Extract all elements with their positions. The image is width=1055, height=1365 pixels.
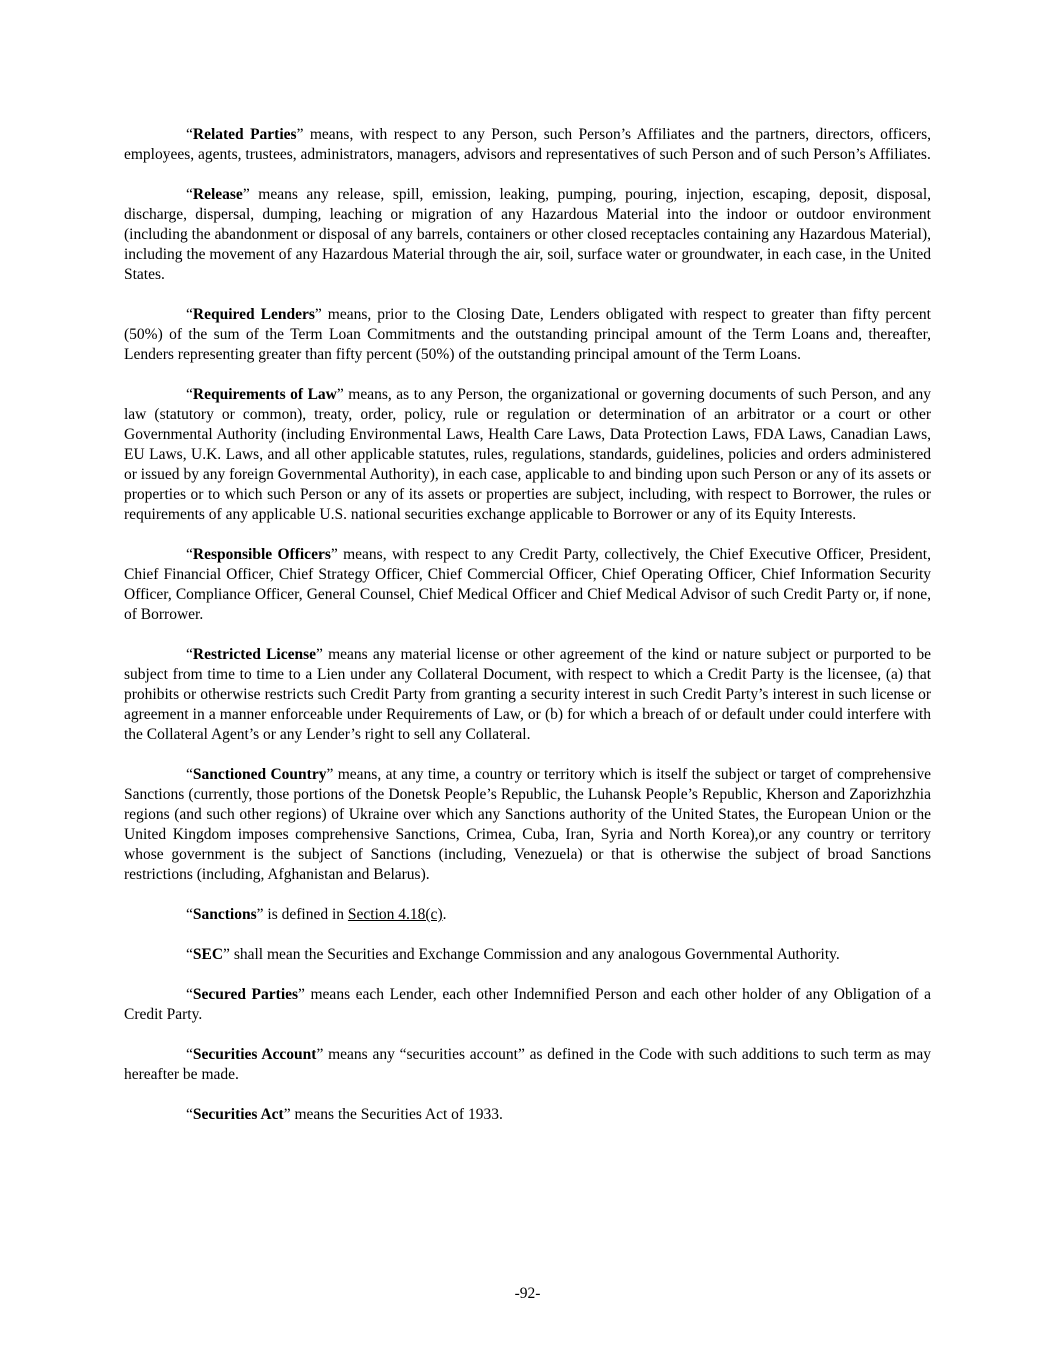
defined-term: Restricted License	[192, 646, 317, 663]
defined-term: Required Lenders	[192, 306, 315, 323]
definition-text: means each Lender, each other Indemnified Person and each other holder of any Obligation of a Credit Party.	[124, 986, 931, 1023]
definition-sanctions: “Sanctions” is defined in Section 4.18(c).	[186, 906, 447, 923]
definition-text: means, as to any Person, the organizational or governing documents of such Person, and any law (statutory or common), treaty, order, policy, rule or regulation or determination of an arbitrator or a court or other Governmental Authority (including Environmental Laws, Health Care Laws, Data Protection Laws, FDA Laws, Canadian Laws, EU Laws, U.K. Laws, and all other applicable statutes, rules, regulations, standards, guidelines, policies and orders administered or issued by any foreign Governmental Authority), in each case, applicable to and binding upon such Person or any of its assets or properties or to which such Person or any of its assets or properties are subject, including, with respect to Borrower, the rules or requirements of any applicable U.S. national securities exchange applicable to Borrower or any of its Equity Interests.	[124, 386, 931, 523]
defined-term: Sanctions	[192, 906, 257, 923]
defined-term: Release	[192, 186, 243, 203]
definitions-list	[124, 125, 931, 1145]
defined-term: Responsible Officers	[192, 546, 331, 563]
definition-related-parties: “Related Parties” means, with respect to any Person, such Person’s Affiliates and the partners, directors, officers, employees, agents, trustees, administrators, managers, advisors and representatives of such Person and of such Person’s Affiliates.	[124, 126, 931, 163]
definition-text: means, with respect to any Credit Party, collectively, the Chief Executive Officer, President, Chief Financial Officer, Chief Strategy Officer, Chief Commercial Officer, Chief Operating Officer, Chief Information Security Officer, Compliance Officer, General Counsel, Chief Medical Officer and Chief Medical Advisor of such Credit Party or, if none, of Borrower.	[124, 546, 931, 623]
defined-term: Secured Parties	[192, 986, 299, 1003]
definition-text: shall mean the Securities and Exchange Commission and any analogous Governmental Authority.	[233, 946, 840, 963]
definition-sec: “SEC” shall mean the Securities and Exchange Commission and any analogous Governmental Authority.	[186, 946, 840, 963]
definition-text: means any release, spill, emission, leaking, pumping, pouring, injection, escaping, deposit, disposal, discharge, dispersal, dumping, leaching or migration of any Hazardous Material into the indoor or outdoor environment (including the abandonment or disposal of any barrels, containers or other closed receptacles containing any Hazardous Material), including the movement of any Hazardous Material through the air, soil, surface water or groundwater, in each case, in the United States.	[124, 186, 931, 283]
definition-responsible-officers: “Responsible Officers” means, with respect to any Credit Party, collectively, the Chief Executive Officer, President, Chief Financial Officer, Chief Strategy Officer, Chief Commercial Officer, Chief Operating Officer, Chief Information Security Officer, Compliance Officer, General Counsel, Chief Medical Officer and Chief Medical Advisor of such Credit Party or, if none, of Borrower.	[124, 546, 931, 623]
definition-text: means the Securities Act of 1933.	[294, 1106, 503, 1123]
definition-securities-account: “Securities Account” means any “securities account” as defined in the Code with such additions to such term as may hereafter be made.	[124, 1046, 931, 1083]
definition-text: means any “securities account” as defined in the Code with such additions to such term as may hereafter be made.	[124, 1046, 931, 1083]
definition-text: means, prior to the Closing Date, Lenders obligated with respect to greater than fifty percent (50%) of the sum of the Term Loan Commitments and the outstanding principal amount of the Term Loans and, thereafter, Lenders representing greater than fifty percent (50%) of the outstanding principal amount of the Term Loans.	[124, 306, 931, 363]
defined-term: Related Parties	[192, 126, 297, 143]
defined-term: Requirements of Law	[192, 386, 337, 403]
defined-term: Securities Account	[192, 1046, 317, 1063]
definition-sanctioned-country: “Sanctioned Country” means, at any time, a country or territory which is itself the subject or target of comprehensive Sanctions (currently, those portions of the Donetsk People’s Republic, the Luhansk People’s Republic, Kherson and Zaporizhzhia regions (and such other regions) of Ukraine over which any Sanctions authority of the United States, the European Union or the United Kingdom imposes comprehensive Sanctions, Crimea, Cuba, Iran, Syria and North Korea),or any country or territory whose government is the subject of Sanctions (including, Venezuela) or that is otherwise the subject of broad Sanctions restrictions (including, Afghanistan and Belarus).	[124, 766, 931, 883]
defined-term: Securities Act	[192, 1106, 284, 1123]
definition-securities-act: “Securities Act” means the Securities Act of 1933.	[186, 1106, 503, 1123]
definition-secured-parties: “Secured Parties” means each Lender, each other Indemnified Person and each other holder of any Obligation of a Credit Party.	[124, 986, 931, 1023]
defined-term: SEC	[192, 946, 224, 963]
definition-restricted-license: “Restricted License” means any material license or other agreement of the kind or nature subject or purported to be subject from time to time to a Lien under any Collateral Document, with respect to which a Credit Party is the licensee, (a) that prohibits or otherwise restricts such Credit Party from granting a security interest in such Credit Party’s interest in such license or agreement in a manner enforceable under Requirements of Law, or (b) for which a breach of or default under could interfere with the Collateral Agent’s or any Lender’s right to sell any Collateral.	[124, 646, 931, 743]
definition-required-lenders: “Required Lenders” means, prior to the Closing Date, Lenders obligated with respect to greater than fifty percent (50%) of the sum of the Term Loan Commitments and the outstanding principal amount of the Term Loans and, thereafter, Lenders representing greater than fifty percent (50%) of the outstanding principal amount of the Term Loans.	[124, 306, 931, 363]
definition-text: means, with respect to any Person, such Person’s Affiliates and the partners, directors, officers, employees, agents, trustees, administrators, managers, advisors and representatives of such Person and of such Person’s Affiliates.	[124, 126, 931, 163]
defined-term: Sanctioned Country	[192, 766, 327, 783]
definition-requirements-of-law: “Requirements of Law” means, as to any Person, the organizational or governing documents of such Person, and any law (statutory or common), treaty, order, policy, rule or regulation or determination of an arbitrator or a court or other Governmental Authority (including Environmental Laws, Health Care Laws, Data Protection Laws, FDA Laws, Canadian Laws, EU Laws, U.K. Laws, and all other applicable statutes, rules, regulations, standards, guidelines, policies and orders administered or issued by any foreign Governmental Authority), in each case, applicable to and binding upon such Person or any of its assets or properties or to which such Person or any of its assets or properties are subject, including, with respect to Borrower, the rules or requirements of any applicable U.S. national securities exchange applicable to Borrower or any of its Equity Interests.	[124, 386, 931, 523]
page-number: -92-	[514, 1285, 541, 1302]
definition-text: is defined in	[267, 906, 345, 923]
definition-text: means any material license or other agreement of the kind or nature subject or purported to be subject from time to time to a Lien under any Collateral Document, with respect to which a Credit Party is the licensee, (a) that prohibits or otherwise restricts such Credit Party from granting a security interest in such Credit Party’s interest in such license or agreement in a manner enforceable under Requirements of Law, or (b) for which a breach of or default under could interfere with the Collateral Agent’s or any Lender’s right to sell any Collateral.	[124, 646, 931, 743]
definition-text: means, at any time, a country or territory which is itself the subject or target of comprehensive Sanctions (currently, those portions of the Donetsk People’s Republic, the Luhansk People’s Republic, Kherson and Zaporizhzhia regions (and such other regions) of Ukraine over which any Sanctions authority of the United States, the European Union or the United Kingdom imposes comprehensive Sanctions, Crimea, Cuba, Iran, Syria and North Korea),or any country or territory whose government is the subject of Sanctions (including, Venezuela) or that is otherwise the subject of broad Sanctions restrictions (including, Afghanistan and Belarus).	[124, 766, 931, 883]
section-reference-link[interactable]: Section 4.18(c)	[347, 906, 443, 923]
definition-release: “Release” means any release, spill, emission, leaking, pumping, pouring, injection, escaping, deposit, disposal, discharge, dispersal, dumping, leaching or migration of any Hazardous Material into the indoor or outdoor environment (including the abandonment or disposal of any barrels, containers or other closed receptacles containing any Hazardous Material), including the movement of any Hazardous Material through the air, soil, surface water or groundwater, in each case, in the United States.	[124, 186, 931, 283]
definition-text-end: .	[442, 906, 447, 923]
